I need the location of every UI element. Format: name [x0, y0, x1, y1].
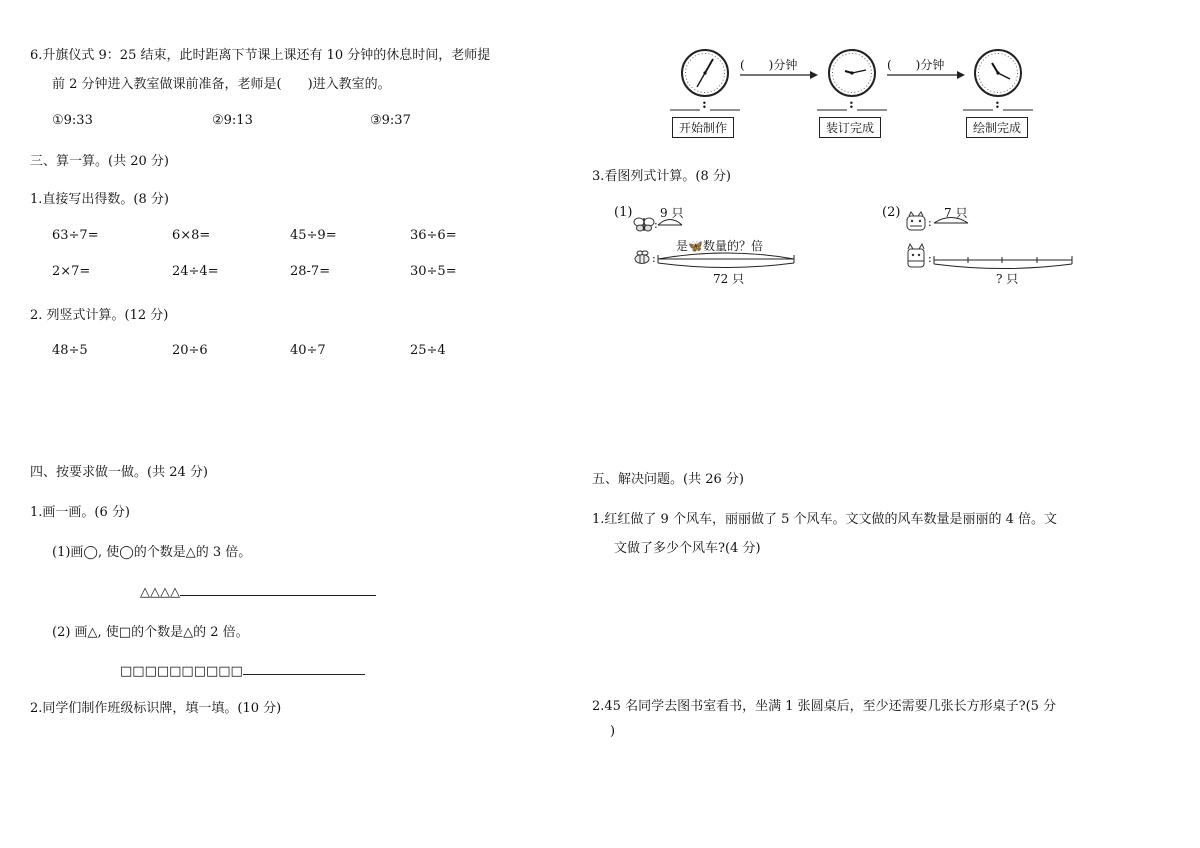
section4-q2-title: 2.同学们制作班级标识牌，填一填。(10 分): [30, 701, 282, 716]
p1-top-label: 9 只: [660, 206, 684, 220]
time-colon: :: [995, 97, 1000, 112]
calc-item: 30÷5=: [410, 264, 457, 279]
svg-text::: :: [928, 216, 932, 229]
vertical-calc-item: 20÷6: [172, 343, 208, 358]
section5-q1-line1: 1.红红做了 9 个风车，丽丽做了 5 个风车。文文做的风车数量是丽丽的 4 倍。文: [592, 512, 1058, 527]
svg-text::: :: [928, 252, 932, 265]
p1-mid-label: 是🦋数量的？倍: [676, 239, 763, 253]
butterfly-icon: [634, 218, 654, 231]
vertical-calc-item: 25÷4: [410, 343, 446, 358]
calc-item: 24÷4=: [172, 264, 219, 279]
q6-line1: 6.升旗仪式 9：25 结束，此时距离下节课上课还有 10 分钟的休息时间，老师提: [30, 48, 491, 63]
triangles: △△△△: [140, 585, 180, 600]
time-colon: :: [702, 97, 707, 112]
svg-text::: :: [654, 218, 658, 231]
q6-option-2: ②9:13: [212, 113, 253, 128]
section4-title: 四、按要求做一做。(共 24 分): [30, 465, 208, 480]
q6-line2: 前 2 分钟进入教室做课前准备，老师是( )进入教室的。: [52, 77, 391, 92]
q3-title: 3.看图列式计算。(8 分): [592, 169, 731, 184]
time-colon: :: [849, 97, 854, 112]
p2-bottom-label: ? 只: [996, 272, 1019, 286]
section5-q2-line1: 2.45 名同学去图书室看书，坐满 1 张圆桌后，至少还需要几张长方形桌子?(5 分: [592, 699, 1057, 714]
drawing-answer-line[interactable]: [243, 660, 365, 675]
vertical-calc-item: 48÷5: [52, 343, 88, 358]
calc-item: 28-7=: [290, 264, 331, 279]
step-box-drawn: 绘制完成: [966, 117, 1028, 138]
cat-icon: [908, 244, 924, 267]
square-row: [120, 660, 365, 679]
vertical-calc-item: 40÷7: [290, 343, 326, 358]
section5-q1-line2: 文做了多少个风车?(4 分): [614, 541, 761, 556]
q6-option-1: ①9:33: [52, 113, 93, 128]
calc-item: 36÷6=: [410, 228, 457, 243]
calc-item: 6×8=: [172, 228, 211, 243]
clock-icon: [975, 50, 1021, 96]
triangle-row: [140, 581, 376, 600]
bee-icon: [635, 251, 649, 264]
step-box-bound: 装订完成: [819, 117, 881, 138]
section3-q2-title: 2. 列竖式计算。(12 分): [30, 308, 169, 323]
section4-q1-title: 1.画一画。(6 分): [30, 505, 130, 520]
section5-q2-line2: ): [610, 724, 616, 739]
section3-title: 三、算一算。(共 20 分): [30, 154, 169, 169]
p2-number: (2): [882, 205, 901, 220]
p1-number: (1): [614, 205, 633, 220]
clock-icon: [829, 50, 875, 96]
step-box-start: 开始制作: [672, 117, 734, 138]
section5-title: 五、解决问题。(共 26 分): [592, 472, 744, 487]
tiger-icon: [907, 212, 925, 230]
calc-item: 2×7=: [52, 264, 91, 279]
minutes-label-1: ( )分钟: [740, 58, 798, 72]
p1-bottom-label: 72 只: [713, 272, 745, 286]
section4-q1-part2: (2) 画△, 使□的个数是△的 2 倍。: [52, 625, 249, 640]
p2-diagram: [902, 210, 1082, 278]
drawing-answer-line[interactable]: [180, 581, 376, 596]
p2-top-label: 7 只: [944, 206, 968, 220]
clock-icon: [682, 50, 728, 96]
q6-option-3: ③9:37: [370, 113, 411, 128]
calc-item: 63÷7=: [52, 228, 99, 243]
section3-q1-title: 1.直接写出得数。(8 分): [30, 192, 169, 207]
squares: □□□□□□□□□□: [120, 664, 243, 679]
svg-text::: :: [652, 252, 656, 265]
minutes-label-2: ( )分钟: [887, 58, 945, 72]
calc-item: 45÷9=: [290, 228, 337, 243]
section4-q1-part1: (1)画◯, 使◯的个数是△的 3 倍。: [52, 545, 252, 560]
